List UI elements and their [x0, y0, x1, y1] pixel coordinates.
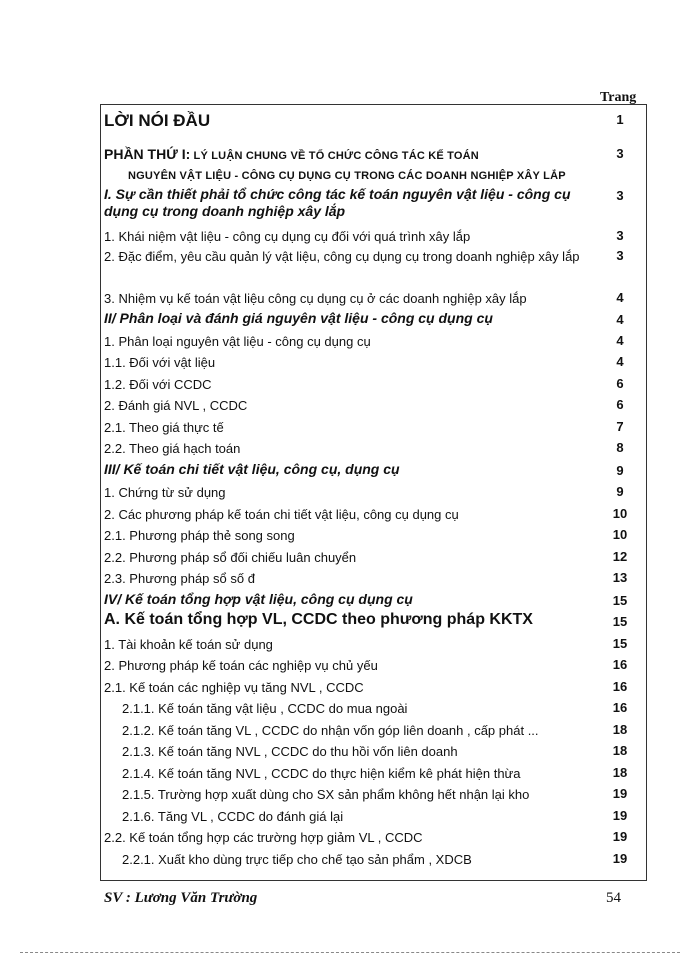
toc-page-number: 9: [616, 484, 624, 499]
toc-entry: 2. Phương pháp kế toán các nghiệp vụ chủ yếu: [104, 658, 378, 673]
toc-page-number: 15: [612, 636, 628, 651]
toc-entry-part-one-cont: NGUYÊN VẬT LIỆU - CÔNG CỤ DỤNG CỤ TRONG CÁC DOANH NGHIỆP XÂY LẮP: [128, 170, 566, 182]
toc-page-number: 16: [612, 700, 628, 715]
toc-entry: 2.2. Kế toán tổng hợp các trường hợp giảm VL , CCDC: [104, 830, 423, 845]
toc-page-number: 13: [612, 570, 628, 585]
toc-page-number: 18: [612, 743, 628, 758]
toc-page-number: 10: [612, 506, 628, 521]
toc-entry: 2.1.1. Kế toán tăng vật liệu , CCDC do mua ngoài: [122, 701, 408, 716]
toc-entry-section-1: I. Sự cần thiết phải tổ chức công tác kế toán nguyên vật liệu - công cụ dụng cụ trong doanh nghiệp xây lắp: [104, 186, 571, 219]
footer-author: SV : Lương Văn Trường: [104, 890, 258, 906]
toc-entry: 2.1. Phương pháp thẻ song song: [104, 528, 295, 543]
toc-page-number: 6: [616, 376, 624, 391]
toc-entry: 1. Tài khoản kế toán sử dụng: [104, 637, 273, 652]
toc-entry: 3. Nhiệm vụ kế toán vật liệu công cụ dụng cụ ở các doanh nghiệp xây lắp: [104, 291, 527, 306]
toc-entry: 2. Đánh giá NVL , CCDC: [104, 398, 248, 413]
toc-entry: 2.1.6. Tăng VL , CCDC do đánh giá lại: [122, 809, 344, 824]
toc-page-number: 15: [612, 614, 628, 629]
toc-page-number: 3: [616, 248, 624, 263]
toc-page-number: 19: [612, 851, 628, 866]
toc-page-number: 9: [616, 463, 624, 478]
toc-page-number: 3: [616, 146, 624, 161]
toc-entry-section-2: II/ Phân loại và đánh giá nguyên vật liệu - công cụ dụng cụ: [104, 310, 493, 326]
part-title: LÝ LUẬN CHUNG VỀ TỔ CHỨC CÔNG TÁC KẾ TOÁN: [190, 150, 479, 162]
toc-entry: 2.1.3. Kế toán tăng NVL , CCDC do thu hồi vốn liên doanh: [122, 744, 458, 759]
toc-page-number: 16: [612, 657, 628, 672]
toc-entry: 2. Đặc điểm, yêu cầu quản lý vật liệu, công cụ dụng cụ trong doanh nghiệp xây lắp: [104, 249, 580, 264]
toc-page-number: 19: [612, 808, 628, 823]
part-label: PHẦN THỨ I:: [104, 146, 191, 162]
toc-entry: 2.2. Theo giá hạch toán: [104, 441, 241, 456]
toc-entry: 2. Các phương pháp kế toán chi tiết vật liệu, công cụ dụng cụ: [104, 507, 459, 522]
toc-entry-part-one: [104, 146, 594, 165]
toc-entry: 1. Chứng từ sử dụng: [104, 485, 226, 500]
toc-page-number: 18: [612, 765, 628, 780]
toc-page-number: 19: [612, 829, 628, 844]
toc-page-number: 1: [616, 112, 624, 127]
toc-entry-preface: LỜI NÓI ĐẦU: [104, 111, 211, 130]
toc-page-number: 6: [616, 397, 624, 412]
toc-entry: 1.1. Đối với vật liệu: [104, 355, 216, 370]
toc-entry: 2.1.4. Kế toán tăng NVL , CCDC do thực hiện kiểm kê phát hiện thừa: [122, 766, 521, 781]
toc-entry: 2.1. Theo giá thực tế: [104, 420, 224, 435]
toc-page-number: 18: [612, 722, 628, 737]
toc-entry: 2.1.2. Kế toán tăng VL , CCDC do nhận vốn góp liên doanh , cấp phát ...: [122, 723, 539, 738]
toc-page-number: 19: [612, 786, 628, 801]
toc-entry: 2.1. Kế toán các nghiệp vụ tăng NVL , CCDC: [104, 680, 364, 695]
toc-page-number: 16: [612, 679, 628, 694]
toc-page-number: 4: [616, 354, 624, 369]
toc-entry-section-4: IV/ Kế toán tổng hợp vật liệu, công cụ dụng cụ: [104, 591, 413, 607]
toc-page-number: 15: [612, 593, 628, 608]
page-bottom-divider: [20, 952, 680, 953]
toc-entry-part-a: A. Kế toán tổng hợp VL, CCDC theo phương pháp KKTX: [104, 611, 533, 628]
page-column-header: Trang: [600, 90, 637, 105]
toc-page-number: 12: [612, 549, 628, 564]
toc-page-number: 4: [616, 290, 624, 305]
toc-entry: 1. Phân loại nguyên vật liệu - công cụ dụng cụ: [104, 334, 371, 349]
toc-entry: 2.1.5. Trường hợp xuất dùng cho SX sản phẩm không hết nhận lại kho: [122, 787, 530, 802]
toc-entry: 1.2. Đối với CCDC: [104, 377, 212, 392]
footer-page-number: 54: [606, 890, 621, 906]
toc-entry: 2.2.1. Xuất kho dùng trực tiếp cho chế tạo sản phẩm , XDCB: [122, 852, 472, 867]
toc-page-number: 7: [616, 419, 624, 434]
toc-entry: 2.2. Phương pháp sổ đối chiếu luân chuyển: [104, 550, 357, 565]
toc-entry-section-3: III/ Kế toán chi tiết vật liệu, công cụ, dụng cụ: [104, 461, 400, 477]
toc-page-number: 4: [616, 312, 624, 327]
toc-page-number: 8: [616, 440, 624, 455]
toc-page-number: 4: [616, 333, 624, 348]
toc-page-number: 3: [616, 228, 624, 243]
toc-entry: 2.3. Phương pháp sổ số đ: [104, 571, 255, 586]
toc-page-number: 10: [612, 527, 628, 542]
toc-entry: 1. Khái niệm vật liệu - công cụ dụng cụ đối với quá trình xây lắp: [104, 229, 471, 244]
toc-page-number: 3: [616, 188, 624, 203]
